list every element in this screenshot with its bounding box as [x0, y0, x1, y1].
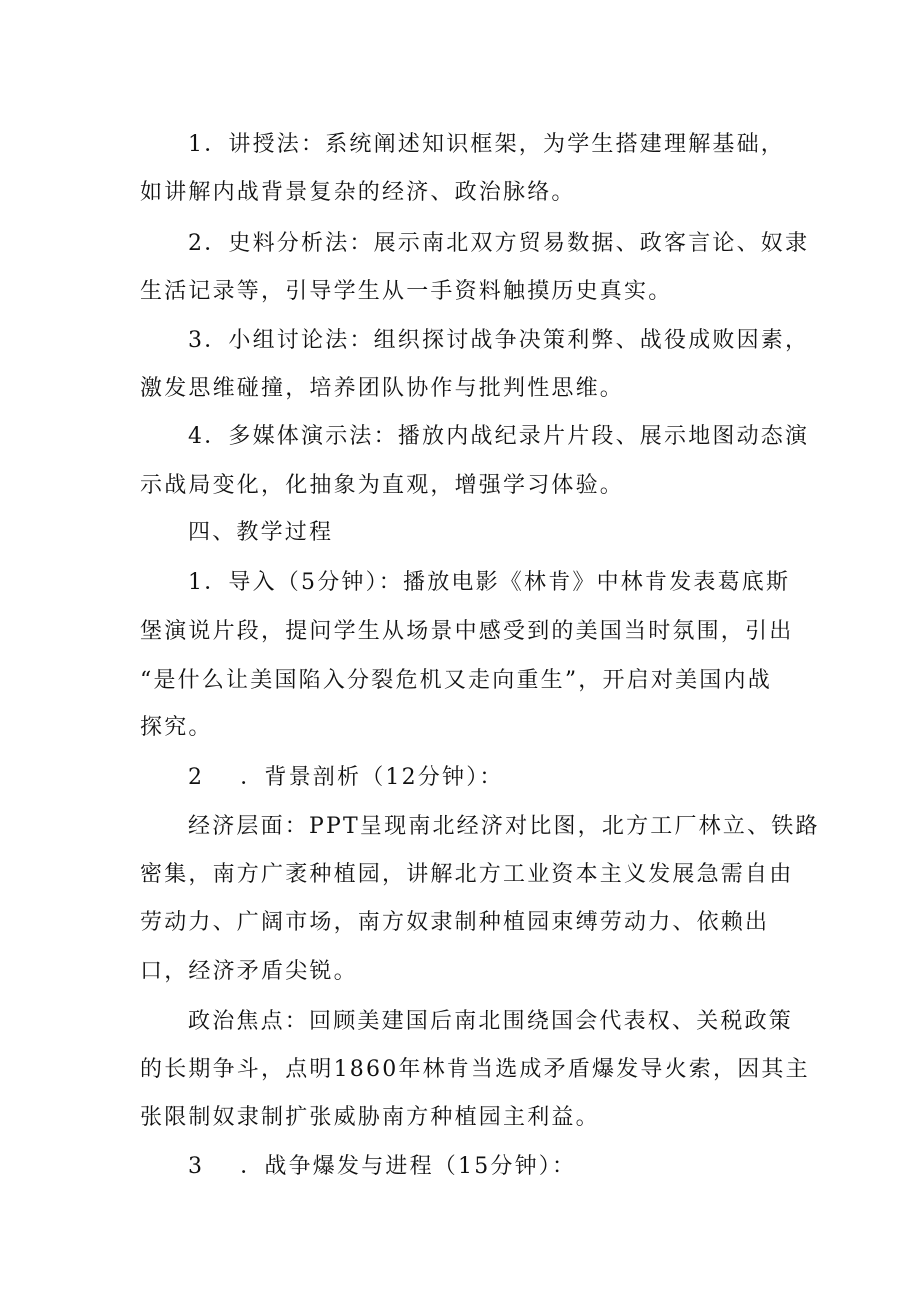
step-1-line-4: 探究。	[140, 715, 213, 740]
method-1-line-2: 如讲解内战背景复杂的经济、政治脉络。	[140, 180, 576, 205]
step-1-line-2: 堡演说片段，提问学生从场景中感受到的美国当时氛围，引出	[140, 619, 794, 644]
step-2-number: 2	[188, 765, 205, 790]
method-2-line-1: 2．史料分析法：展示南北双方贸易数据、政客言论、奴隶	[188, 231, 810, 256]
method-4-line-1: 4．多媒体演示法：播放内战纪录片片段、展示地图动态演	[188, 424, 810, 449]
method-1-line-1: 1．讲授法：系统阐述知识框架，为学生搭建理解基础，	[188, 132, 785, 157]
method-4-line-2: 示战局变化，化抽象为直观，增强学习体验。	[140, 473, 625, 498]
economic-line-1: 经济层面：PPT呈现南北经济对比图，北方工厂林立、铁路	[188, 814, 820, 839]
economic-line-2: 密集，南方广袤种植园，讲解北方工业资本主义发展急需自由	[140, 862, 794, 887]
step-2-heading	[188, 763, 504, 793]
step-3-number: 3	[188, 1154, 205, 1179]
step-3-heading	[188, 1152, 576, 1182]
economic-line-3: 劳动力、广阔市场，南方奴隶制种植园束缚劳动力、依赖出	[140, 910, 770, 935]
method-2-line-2: 生活记录等，引导学生从一手资料触摸历史真实。	[140, 279, 673, 304]
step-3-title: ．战争爆发与进程（15分钟）：	[240, 1154, 577, 1179]
political-line-1: 政治焦点：回顾美建国后南北围绕国会代表权、关税政策	[188, 1009, 794, 1034]
economic-line-4: 口，经济矛盾尖锐。	[140, 959, 358, 984]
step-1-line-3: “是什么让美国陷入分裂危机又走向重生”，开启对美国内战	[140, 668, 772, 693]
method-3-line-1: 3．小组讨论法：组织探讨战争决策利弊、战役成败因素，	[188, 328, 810, 353]
method-3-line-2: 激发思维碰撞，培养团队协作与批判性思维。	[140, 376, 625, 401]
step-1-line-1: 1．导入（5分钟）：播放电影《林肯》中林肯发表葛底斯	[188, 570, 791, 595]
step-2-title: ．背景剖析（12分钟）：	[240, 765, 504, 790]
section-heading-teaching-process: 四、教学过程	[188, 520, 334, 545]
political-line-2: 的长期争斗，点明1860年林肯当选成矛盾爆发导火索，因其主	[140, 1057, 810, 1082]
political-line-3: 张限制奴隶制扩张威胁南方种植园主利益。	[140, 1105, 600, 1130]
